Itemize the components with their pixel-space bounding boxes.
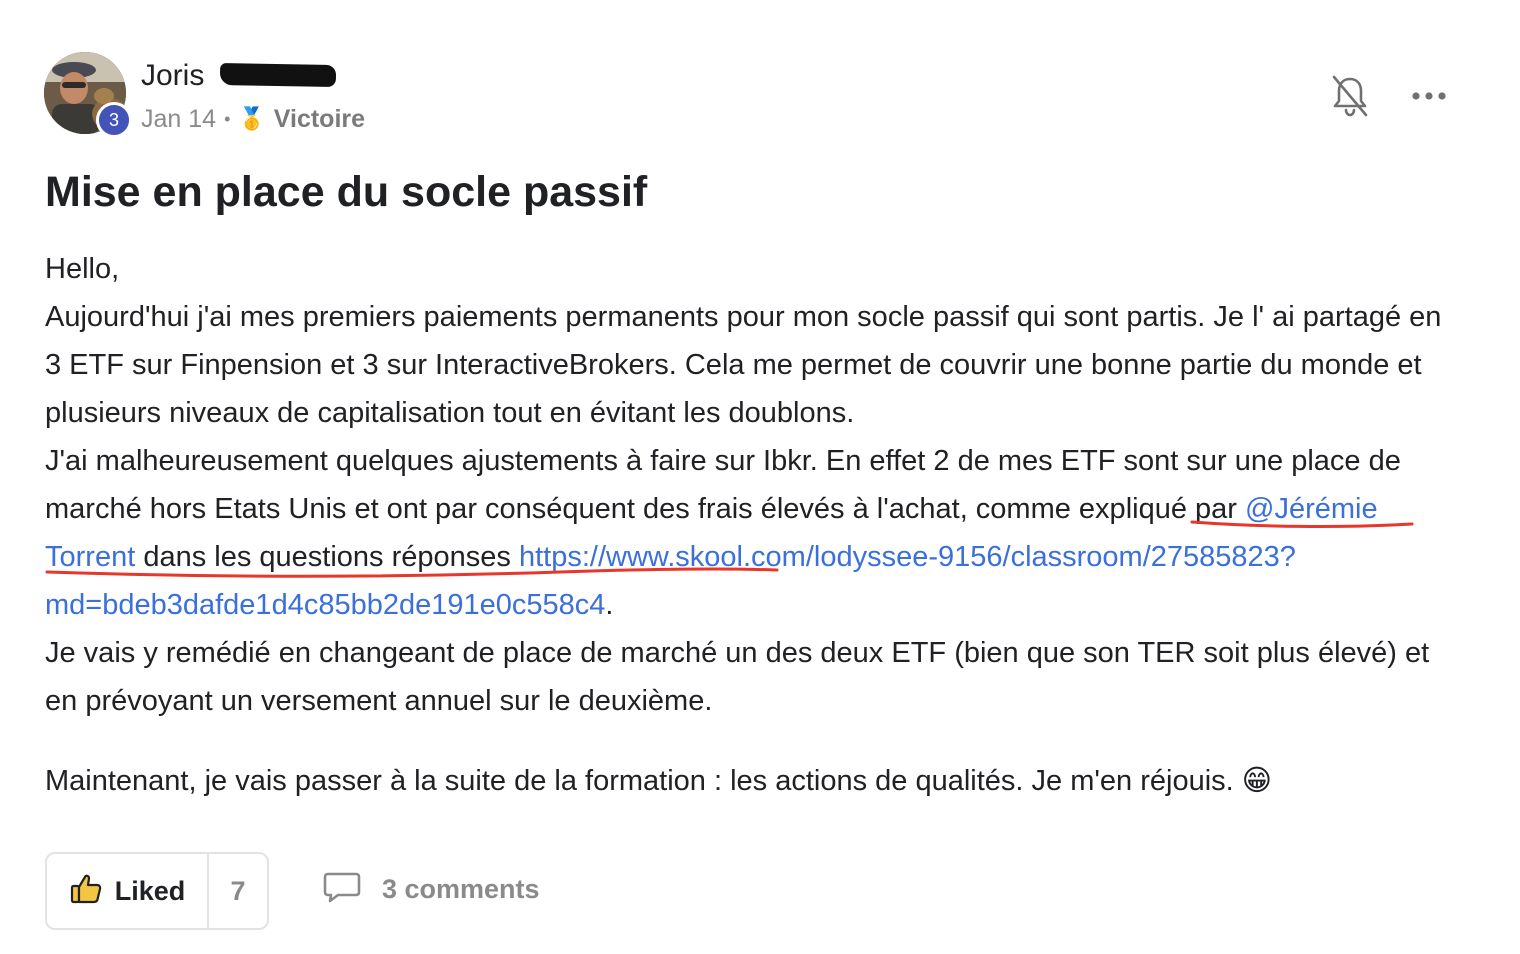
comments-button[interactable] [322, 870, 540, 909]
post-paragraph-3: Je vais y remédié en changeant de place de marché un des deux ETF (bien que son TER soit plus élevé) et en prévoyant un versement annuel sur le deuxième. [45, 637, 1430, 717]
post-title: Mise en place du socle passif [45, 168, 648, 216]
like-button[interactable] [47, 854, 209, 928]
post-body [45, 245, 1445, 805]
paragraph-2-text-start: J'ai malheureusement quelques ajustements à faire sur Ibkr. En effet 2 de mes ETF sont sur une place de marché hors Etats Unis et ont par conséquent des frais élevés à l'achat, comme expliqué par [45, 445, 1401, 525]
user-mention-link[interactable]: @Jérémie Torrent [45, 493, 1378, 573]
post-category[interactable]: Victoire [273, 105, 366, 133]
bell-off-icon[interactable] [1330, 74, 1370, 118]
like-group [45, 852, 269, 930]
liked-label: Liked [114, 875, 186, 906]
thumbs-up-icon [69, 872, 103, 911]
classroom-link[interactable]: https://www.skool.com/lodyssee-9156/classroom/27585823?md=bdeb3dafde1d4c85bb2de191e0c558c4 [45, 541, 1296, 621]
level-badge: 3 [96, 102, 132, 138]
author-avatar-wrapper[interactable] [44, 52, 126, 134]
post-meta [141, 103, 365, 135]
paragraph-2-text-middle: dans les questions réponses [135, 541, 519, 573]
post-paragraph-1: Aujourd'hui j'ai mes premiers paiements permanents pour mon socle passif qui sont partis. Je l' ai partagé en 3 ETF sur Finpension et 3 sur InteractiveBrokers. Cela me permet de couvrir une bonne partie du monde et plusieurs niveaux de capitalisation tout en évitant les doublons. [45, 301, 1442, 429]
post-greeting: Hello, [45, 253, 120, 285]
comments-label: 3 comments [382, 874, 540, 904]
post-date[interactable]: Jan 14 [141, 105, 217, 133]
post-paragraph-2 [45, 437, 1445, 629]
paragraph-spacer [45, 725, 1445, 757]
paragraph-2-text-end: . [605, 589, 614, 621]
meta-separator: • [224, 109, 231, 129]
author-name[interactable]: Joris [141, 59, 205, 92]
more-horizontal-icon[interactable] [1409, 82, 1449, 110]
medal-icon: 🥇 [238, 106, 266, 131]
post-paragraph-4: Maintenant, je vais passer à la suite de la formation : les actions de qualités. Je m'en réjouis. 😁 [45, 765, 1273, 797]
like-count[interactable]: 7 [230, 875, 246, 906]
name-redaction [220, 63, 336, 87]
comment-icon [322, 870, 362, 909]
